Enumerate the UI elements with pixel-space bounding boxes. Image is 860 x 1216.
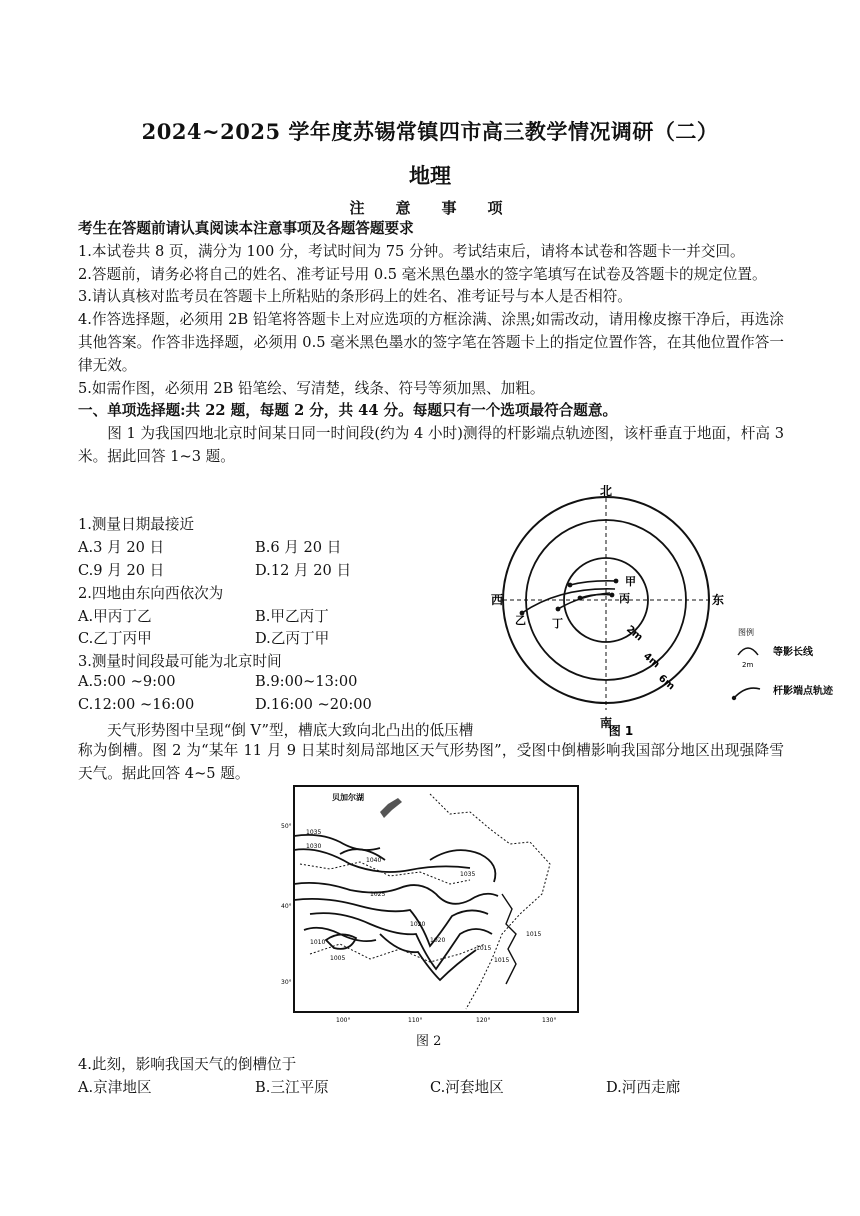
instruction-item-4: 4.作答选择题，必须用 2B 铅笔将答题卡上对应选项的方框涂满、涂黑;如需改动，请用橡皮擦干净后，再选涂其他答案。作答非选择题，必须用 0.5 毫米黑色墨水的签字笔在答题卡上的指定位置作答，在其他位置作答一律无效。 [78, 311, 784, 374]
isobar-label-1040: 1040 [366, 857, 382, 864]
label-north: 北 [599, 485, 613, 498]
q1-option-a[interactable]: A.3 月 20 日 [78, 539, 165, 556]
intro-figure1: 图 1 为我国四地北京时间某日同一时间段(约为 4 小时)测得的杆影端点轨迹图，该杆垂直于地面，杆高 3 米。据此回答 1~3 题。 [78, 425, 784, 465]
track-ding-start [556, 607, 561, 612]
exam-title: 2024~2025 学年度苏锡常镇四市高三教学情况调研（二） [141, 119, 719, 144]
intro-figure2-first-line: 天气形势图中呈现“倒 V”型，槽底大致向北凸出的低压槽 [107, 722, 474, 739]
track-jia-start [568, 583, 573, 588]
q3-option-b[interactable]: B.9:00~13:00 [255, 673, 358, 690]
legend-track-label: 杆影端点轨迹 [773, 686, 833, 697]
q2-stem: 2.四地由东向西依次为 [78, 585, 224, 602]
q1-stem: 1.测量日期最接近 [78, 516, 195, 533]
track-yi [522, 589, 615, 613]
isobar-label-1030: 1030 [306, 843, 322, 850]
isobar-label-1005: 1005 [330, 955, 346, 962]
q1-option-b[interactable]: B.6 月 20 日 [255, 539, 342, 556]
label-east: 东 [711, 593, 725, 607]
lon-label-120: 120° [476, 1017, 491, 1024]
legend-iso-label: 等影长线 [773, 647, 813, 658]
instruction-item-3: 3.请认真核对监考员在答题卡上所粘贴的条形码上的姓名、准考证号与本人是否相符。 [78, 288, 632, 306]
figure1-shadow-diagram [470, 485, 850, 740]
label-jia: 甲 [625, 575, 636, 588]
instructions [78, 218, 784, 469]
label-ding: 丁 [552, 617, 563, 630]
isobar-label-1035b: 1035 [460, 871, 476, 878]
q4-option-a[interactable]: A.京津地区 [78, 1079, 152, 1096]
q4-option-d[interactable]: D.河西走廊 [606, 1079, 681, 1096]
track-jia-end [614, 579, 619, 584]
isobar-label-1020: 1020 [410, 921, 426, 928]
lake-label: 贝加尔湖 [332, 793, 364, 802]
map-frame [294, 786, 578, 1012]
q2-option-d[interactable]: D.乙丙丁甲 [255, 630, 330, 647]
notice-heading: 注 意 事 项 [349, 199, 511, 217]
lon-label-100: 100° [336, 1017, 351, 1024]
legend-iso-icon [738, 648, 758, 655]
instruction-item-2: 2.答题前，请务必将自己的姓名、准考证号用 0.5 毫米黑色墨水的签字笔填写在试卷及答题卡的规定位置。 [78, 265, 767, 283]
lat-label-30: 30° [281, 979, 292, 986]
track-ding [558, 593, 610, 609]
legend-track-dot [732, 696, 736, 700]
isobar-label-1015: 1015 [526, 931, 542, 938]
isobar-label-1010: 1010 [310, 939, 326, 946]
subject-title: 地理 [409, 163, 451, 188]
isobar-label-1015b: 1015 [476, 945, 492, 952]
intro-figure2-rest: 称为倒槽。图 2 为“某年 11 月 9 日某时刻局部地区天气形势图”，受图中倒槽影响我国部分地区出现强降雪天气。据此回答 4~5 题。 [78, 742, 784, 782]
q3-option-a[interactable]: A.5:00 ~9:00 [78, 673, 176, 690]
lon-label-130: 130° [542, 1017, 557, 1024]
instructions-lead: 考生在答题前请认真阅读本注意事项及各题答题要求 [78, 220, 414, 237]
isobar-label-1015c: 1015 [494, 957, 510, 964]
ring-label-2m: 2m [624, 623, 645, 644]
q4-option-c[interactable]: C.河套地区 [430, 1079, 504, 1096]
legend-title: 图例 [738, 628, 754, 637]
lat-label-50: 50° [281, 823, 292, 830]
q2-option-a[interactable]: A.甲丙丁乙 [78, 608, 152, 625]
q4-option-b[interactable]: B.三江平原 [255, 1079, 329, 1096]
q3-option-c[interactable]: C.12:00 ~16:00 [78, 696, 195, 713]
track-jia [570, 581, 616, 585]
figure2-weather-map [280, 784, 580, 1034]
ring-label-6m: 6m [656, 672, 677, 693]
q1-option-d[interactable]: D.12 月 20 日 [255, 562, 352, 579]
isobar-label-1020b: 1020 [430, 937, 446, 944]
label-west: 西 [490, 593, 504, 607]
q2-option-c[interactable]: C.乙丁丙甲 [78, 630, 152, 647]
q3-option-d[interactable]: D.16:00 ~20:00 [255, 696, 372, 713]
q4-stem: 4.此刻，影响我国天气的倒槽位于 [78, 1056, 297, 1073]
figure1-caption: 图 1 [608, 724, 634, 738]
section-heading: 一、单项选择题:共 22 题，每题 2 分，共 44 分。每题只有一个选项最符合题意。 [78, 402, 618, 420]
isobar-label-1025: 1025 [370, 891, 386, 898]
instruction-item-5: 5.如需作图，必须用 2B 铅笔绘、写清楚，线条、符号等须加黑、加粗。 [78, 379, 545, 397]
label-yi: 乙 [515, 614, 526, 627]
q2-option-b[interactable]: B.甲乙丙丁 [255, 608, 329, 625]
q1-option-c[interactable]: C.9 月 20 日 [78, 562, 165, 579]
figure2-caption: 图 2 [416, 1034, 442, 1049]
lat-label-40: 40° [281, 903, 292, 910]
ring-label-4m: 4m [641, 650, 662, 671]
instruction-item-1: 1.本试卷共 8 页，满分为 100 分，考试时间为 75 分钟。考试结束后，请将本试卷和答题卡一并交回。 [78, 242, 745, 260]
q3-stem: 3.测量时间段最可能为北京时间 [78, 653, 282, 670]
label-south: 南 [599, 716, 613, 730]
legend-track-icon [734, 688, 760, 698]
isobar-label-1035a: 1035 [306, 829, 322, 836]
lon-label-110: 110° [408, 1017, 423, 1024]
track-bing-end [610, 593, 615, 598]
label-bing: 丙 [619, 592, 630, 605]
legend-iso-sample: 2m [742, 661, 754, 669]
